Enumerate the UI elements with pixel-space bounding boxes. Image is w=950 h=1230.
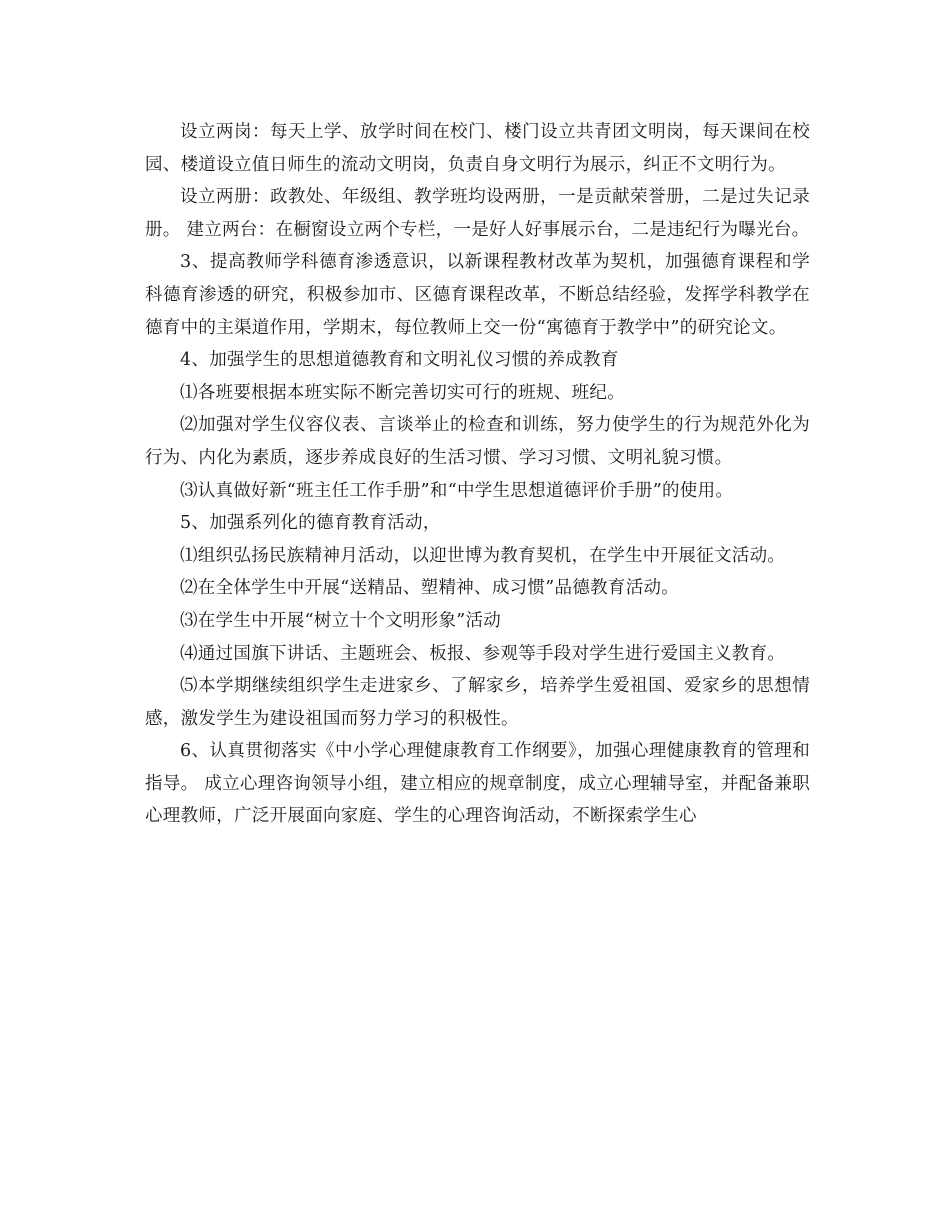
paragraph-item-5-5: ⑸本学期继续组织学生走进家乡、了解家乡，培养学生爱祖国、爱家乡的思想情感，激发学生为建设祖国而努力学习的积极性。	[145, 676, 810, 729]
paragraph-item-4-2: ⑵加强对学生仪容仪表、言谈举止的检查和训练，努力使学生的行为规范外化为行为、内化为素质，逐步养成良好的生活习惯、学习习惯、文明礼貌习惯。	[145, 415, 810, 468]
paragraph-item-5: 5、加强系列化的德育教育活动，	[180, 513, 441, 534]
paragraph-item-3: 3、提高教师学科德育渗透意识，以新课程教材改革为契机，加强德育课程和学科德育渗透的研究，积极参加市、区德育课程改革，不断总结经验，发挥学科教学在德育中的主渠道作用，学期末，每位教师上交一份“寓德育于教学中”的研究论文。	[145, 252, 810, 338]
paragraph-item-4: 4、加强学生的思想道德教育和文明礼仪习惯的养成教育	[180, 350, 619, 371]
paragraph-item-5-3: ⑶在学生中开展“树立十个文明形象”活动	[180, 610, 502, 631]
paragraph-item-5-4: ⑷通过国旗下讲话、主题班会、板报、参观等手段对学生进行爱国主义教育。	[180, 643, 786, 664]
paragraph-item-4-1: ⑴各班要根据本班实际不断完善切实可行的班规、班纪。	[180, 382, 625, 403]
paragraph-two-books: 设立两册：政教处、年级组、教学班均设两册，一是贡献荣誉册，二是过失记录册。 建立两台：在橱窗设立两个专栏，一是好人好事展示台，二是违纪行为曝光台。	[145, 187, 810, 240]
paragraph-item-4-3: ⑶认真做好新“班主任工作手册”和“中学生思想道德评价手册”的使用。	[180, 480, 734, 501]
paragraph-two-posts: 设立两岗：每天上学、放学时间在校门、楼门设立共青团文明岗，每天课间在校园、楼道设立值日师生的流动文明岗，负责自身文明行为展示，纠正不文明行为。	[145, 122, 810, 175]
paragraph-item-5-1: ⑴组织弘扬民族精神月活动，以迎世博为教育契机，在学生中开展征文活动。	[180, 545, 786, 566]
paragraph-item-6: 6、认真贯彻落实《中小学心理健康教育工作纲要》，加强心理健康教育的管理和指导。 成立心理咨询领导小组，建立相应的规章制度，成立心理辅导室，并配备兼职心理教师，广泛开展面向家庭、学生的心理咨询活动，不断探索学生心	[145, 741, 810, 827]
paragraph-item-5-2: ⑵在全体学生中开展“送精品、塑精神、成习惯”品德教育活动。	[180, 578, 680, 599]
document-body	[145, 116, 810, 833]
